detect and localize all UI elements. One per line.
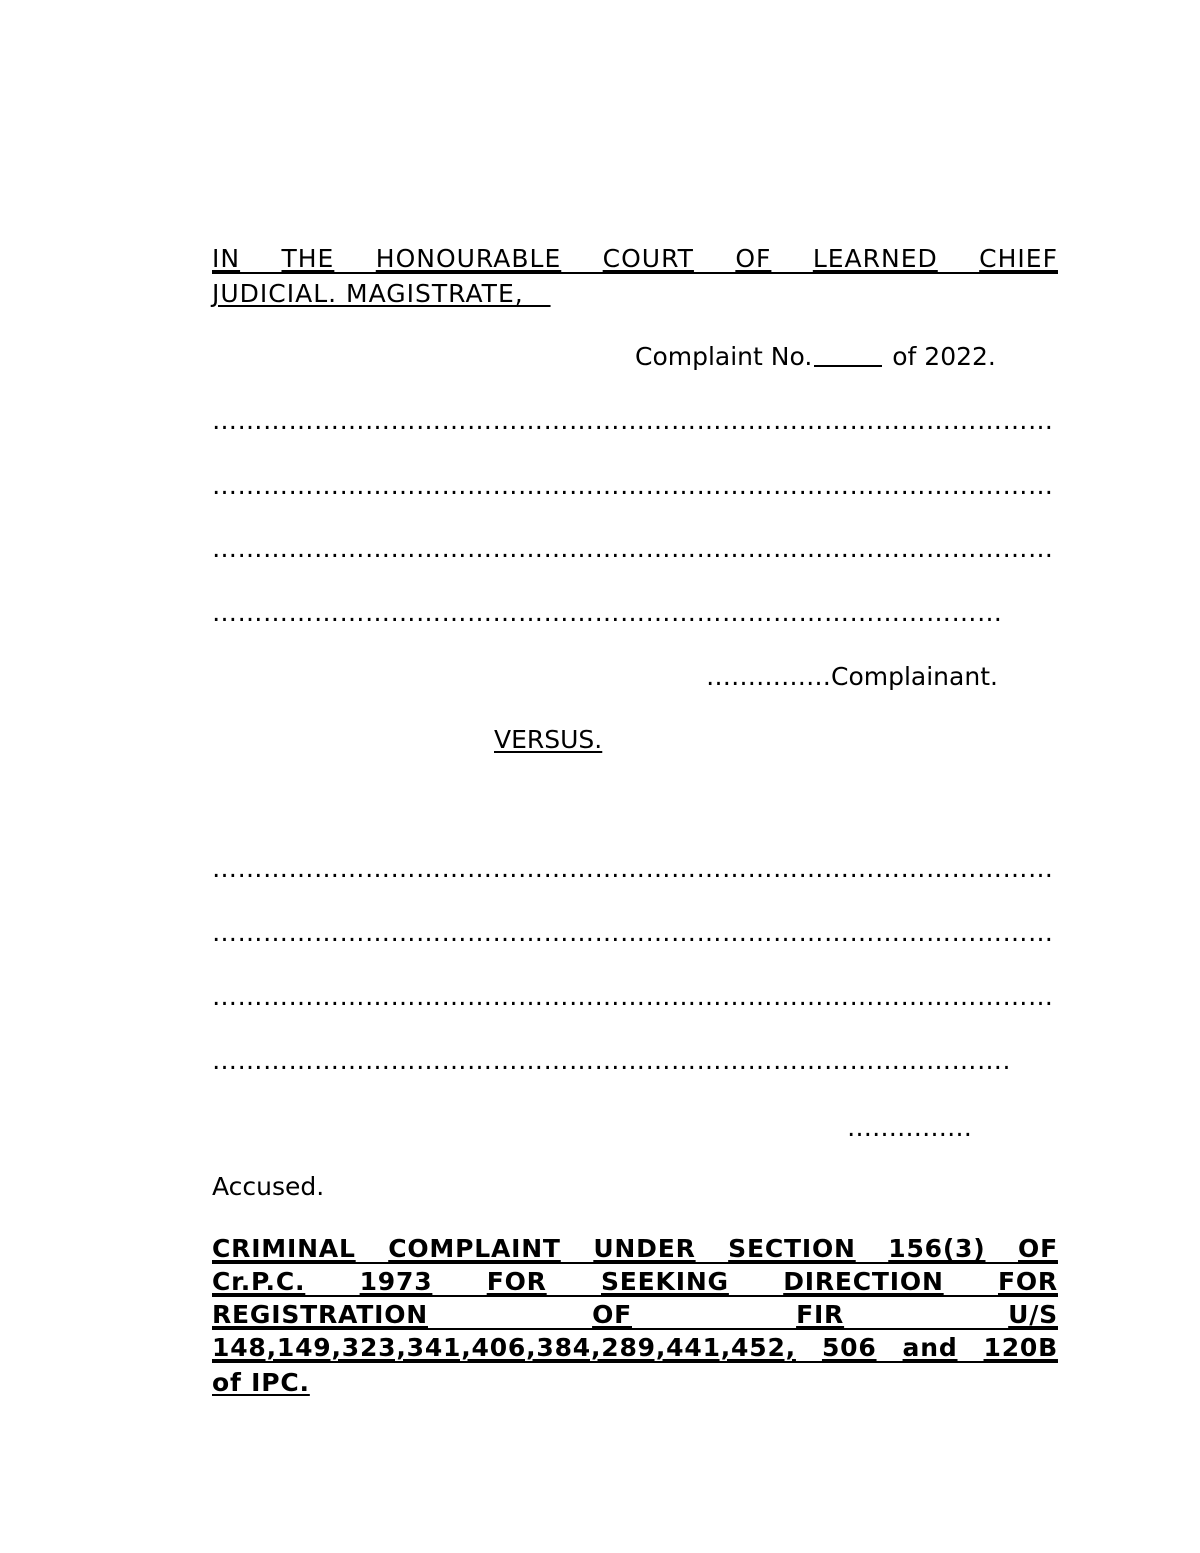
complainant-line-2: ……………………………………………………………………………………… xyxy=(212,471,1054,500)
court-heading-line-2: JUDICIAL. MAGISTRATE, xyxy=(212,279,551,308)
versus-label: VERSUS. xyxy=(494,725,603,754)
complaint-number-blank xyxy=(814,364,882,367)
complainant-label: ……………Complainant. xyxy=(706,662,998,691)
complainant-line-3: ……………………………………………………………………………………… xyxy=(212,534,1054,563)
accused-line-1: ……………………………………………………………………………………… xyxy=(212,854,1054,883)
court-heading xyxy=(212,245,1058,309)
accused-line-3: ……………………………………………………………………………………… xyxy=(212,982,1054,1011)
criminal-heading-line-1: CRIMINAL COMPLAINT UNDER SECTION 156(3) OF xyxy=(212,1234,1058,1263)
criminal-heading-line-5: of IPC. xyxy=(212,1368,310,1397)
complainant-line-1: ……………………………………………………………………………………… xyxy=(212,406,1054,435)
accused-line-2: ……………………………………………………………………………………… xyxy=(212,918,1054,947)
complaint-number-prefix: Complaint No. xyxy=(635,342,813,371)
accused-dots: …………… xyxy=(847,1113,972,1142)
criminal-heading-line-2: Cr.P.C. 1973 FOR SEEKING DIRECTION FOR xyxy=(212,1267,1058,1296)
court-heading-line-1: IN THE HONOURABLE COURT OF LEARNED CHIEF xyxy=(212,244,1058,273)
complaint-number xyxy=(635,341,996,372)
criminal-heading-line-4: 148,149,323,341,406,384,289,441,452, 506 and 120B xyxy=(212,1333,1058,1362)
accused-label: Accused. xyxy=(212,1172,325,1201)
criminal-complaint-heading xyxy=(212,1235,1058,1398)
complainant-line-4: ………………………………………………………………………………… xyxy=(212,598,1003,627)
complaint-number-suffix: of 2022. xyxy=(884,342,996,371)
criminal-heading-line-3: REGISTRATION OF FIR U/S xyxy=(212,1300,1058,1329)
accused-line-4: …………………………………………………………………………………. xyxy=(212,1046,1011,1075)
